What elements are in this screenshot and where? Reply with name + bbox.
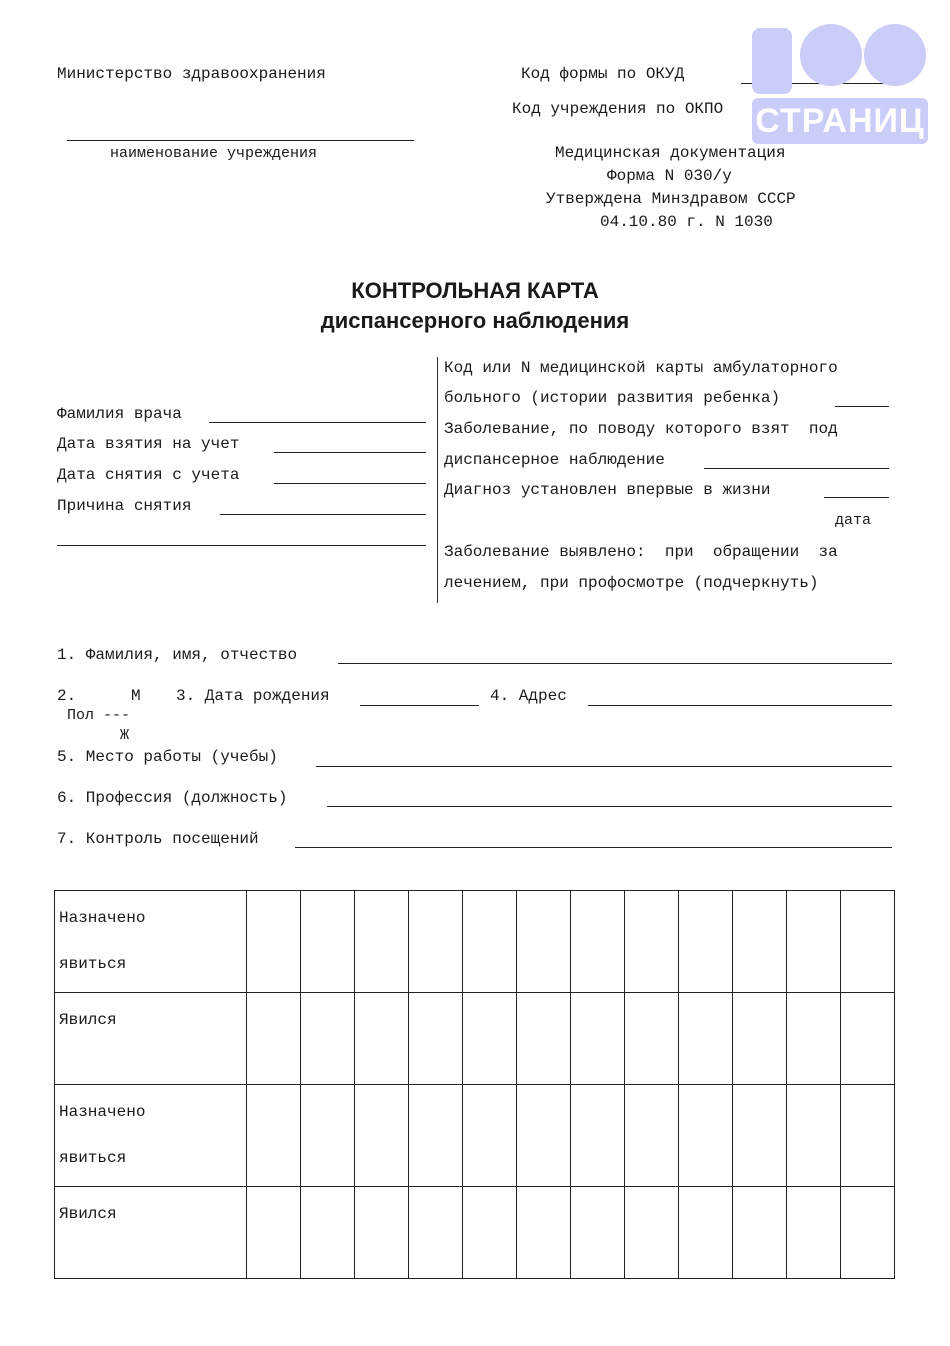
- visit-control-label: 7. Контроль посещений: [57, 830, 259, 848]
- visit-date-cell[interactable]: [355, 891, 409, 993]
- visit-date-cell[interactable]: [355, 1187, 409, 1279]
- card-code-label-2: больного (истории развития ребенка): [444, 389, 781, 407]
- visit-date-cell[interactable]: [841, 993, 895, 1085]
- approval-date: 04.10.80 г. N 1030: [600, 213, 773, 231]
- diagnosis-date-field[interactable]: [824, 497, 889, 498]
- full-name-label: 1. Фамилия, имя, отчество: [57, 646, 298, 664]
- visit-date-cell[interactable]: [733, 1085, 787, 1187]
- visit-date-cell[interactable]: [247, 1085, 301, 1187]
- sex-male-option[interactable]: М: [131, 687, 141, 705]
- doctor-surname-field[interactable]: [209, 422, 426, 423]
- table-row: [55, 891, 895, 993]
- sex-number: 2.: [57, 687, 77, 705]
- visit-control-field[interactable]: [295, 847, 892, 848]
- visit-date-cell[interactable]: [787, 1187, 841, 1279]
- document-title: КОНТРОЛЬНАЯ КАРТА: [351, 278, 599, 303]
- watermark-digit-0b: [864, 24, 926, 86]
- row-label-cell: [55, 891, 247, 993]
- visit-date-cell[interactable]: [463, 891, 517, 993]
- profession-label: 6. Профессия (должность): [57, 789, 288, 807]
- visit-date-cell[interactable]: [625, 1085, 679, 1187]
- institution-caption: наименование учреждения: [110, 145, 318, 162]
- sex-label: Пол ---: [67, 707, 131, 724]
- visit-date-cell[interactable]: [409, 891, 463, 993]
- visit-date-cell[interactable]: [625, 1187, 679, 1279]
- visit-date-cell[interactable]: [247, 891, 301, 993]
- visit-date-cell[interactable]: [679, 1187, 733, 1279]
- doc-type: Медицинская документация: [555, 144, 786, 162]
- visit-date-cell[interactable]: [301, 1187, 355, 1279]
- visit-date-cell[interactable]: [463, 1085, 517, 1187]
- doctor-surname-label: Фамилия врача: [57, 405, 182, 423]
- address-field[interactable]: [588, 705, 892, 706]
- visit-date-cell[interactable]: [571, 993, 625, 1085]
- visit-date-cell[interactable]: [679, 1085, 733, 1187]
- visit-date-cell[interactable]: [787, 993, 841, 1085]
- table-row: [55, 1085, 895, 1187]
- visit-date-cell[interactable]: [409, 1085, 463, 1187]
- watermark-text: СТРАНИЦ: [752, 98, 928, 144]
- removal-reason-field-2[interactable]: [57, 545, 426, 546]
- visit-date-cell[interactable]: [679, 993, 733, 1085]
- detected-label-1: Заболевание выявлено: при обращении за: [444, 543, 838, 561]
- institution-name-field[interactable]: [67, 140, 414, 141]
- row-label-line1: Назначено: [59, 1103, 146, 1121]
- visit-date-cell[interactable]: [733, 891, 787, 993]
- removal-reason-field[interactable]: [220, 514, 426, 515]
- disease-label-2: диспансерное наблюдение: [444, 451, 665, 469]
- birth-date-label: 3. Дата рождения: [176, 687, 330, 705]
- registered-date-field[interactable]: [274, 452, 426, 453]
- table-row: [55, 1187, 895, 1279]
- row-label-cell: [55, 1085, 247, 1187]
- visit-date-cell[interactable]: [409, 993, 463, 1085]
- watermark-digit-1: [752, 28, 792, 94]
- workplace-field[interactable]: [316, 766, 892, 767]
- document-subtitle: диспансерного наблюдения: [320, 308, 630, 333]
- block-divider: [437, 357, 438, 603]
- ministry-label: Министерство здравоохранения: [57, 65, 326, 83]
- approved-by: Утверждена Минздравом СССР: [546, 190, 796, 208]
- visit-date-cell[interactable]: [571, 1187, 625, 1279]
- visit-date-cell[interactable]: [625, 891, 679, 993]
- watermark-logo: [752, 22, 932, 147]
- visit-date-cell[interactable]: [679, 891, 733, 993]
- removal-reason-label: Причина снятия: [57, 497, 192, 515]
- visits-table: [54, 890, 895, 1279]
- visit-date-cell[interactable]: [463, 993, 517, 1085]
- row-label-line2: явиться: [59, 1149, 127, 1167]
- detected-label-2: лечением, при профосмотре (подчеркнуть): [444, 574, 819, 592]
- row-label-line1: Явился: [59, 1011, 117, 1029]
- full-name-field[interactable]: [338, 663, 892, 664]
- visit-date-cell[interactable]: [247, 993, 301, 1085]
- visit-date-cell[interactable]: [517, 1187, 571, 1279]
- address-label: 4. Адрес: [490, 687, 567, 705]
- diagnosis-label: Диагноз установлен впервые в жизни: [444, 481, 771, 499]
- visit-date-cell[interactable]: [841, 891, 895, 993]
- table-row: [55, 993, 895, 1085]
- visit-date-cell[interactable]: [517, 993, 571, 1085]
- card-code-label-1: Код или N медицинской карты амбулаторного: [444, 359, 838, 377]
- disease-field[interactable]: [704, 468, 889, 469]
- row-label-line1: Явился: [59, 1205, 117, 1223]
- sex-female-option[interactable]: Ж: [120, 727, 130, 744]
- registered-date-label: Дата взятия на учет: [57, 435, 240, 453]
- okud-label: Код формы по ОКУД: [521, 65, 685, 83]
- visit-date-cell[interactable]: [625, 993, 679, 1085]
- profession-field[interactable]: [327, 806, 892, 807]
- row-label-line1: Назначено: [59, 909, 146, 927]
- visit-date-cell[interactable]: [463, 1187, 517, 1279]
- form-number: Форма N 030/у: [607, 167, 732, 185]
- card-code-field[interactable]: [835, 406, 889, 407]
- visit-date-cell[interactable]: [301, 993, 355, 1085]
- visit-date-cell[interactable]: [355, 1085, 409, 1187]
- visit-date-cell[interactable]: [301, 1085, 355, 1187]
- visit-date-cell[interactable]: [841, 1085, 895, 1187]
- row-label-cell: [55, 993, 247, 1085]
- row-label-line2: явиться: [59, 955, 127, 973]
- visit-date-cell[interactable]: [517, 891, 571, 993]
- date-caption: дата: [835, 512, 872, 529]
- visit-date-cell[interactable]: [841, 1187, 895, 1279]
- deregistered-date-field[interactable]: [274, 483, 426, 484]
- visit-date-cell[interactable]: [571, 1085, 625, 1187]
- visit-date-cell[interactable]: [571, 891, 625, 993]
- visit-date-cell[interactable]: [301, 891, 355, 993]
- watermark-digit-0a: [800, 24, 862, 86]
- visit-date-cell[interactable]: [247, 1187, 301, 1279]
- row-label-cell: [55, 1187, 247, 1279]
- deregistered-date-label: Дата снятия с учета: [57, 466, 240, 484]
- visit-date-cell[interactable]: [355, 993, 409, 1085]
- birth-date-field[interactable]: [360, 705, 479, 706]
- visit-date-cell[interactable]: [787, 1085, 841, 1187]
- workplace-label: 5. Место работы (учебы): [57, 748, 278, 766]
- visit-date-cell[interactable]: [787, 891, 841, 993]
- visit-date-cell[interactable]: [733, 993, 787, 1085]
- disease-label-1: Заболевание, по поводу которого взят под: [444, 420, 838, 438]
- okpo-label: Код учреждения по ОКПО: [512, 100, 724, 118]
- visit-date-cell[interactable]: [517, 1085, 571, 1187]
- visit-date-cell[interactable]: [733, 1187, 787, 1279]
- visit-date-cell[interactable]: [409, 1187, 463, 1279]
